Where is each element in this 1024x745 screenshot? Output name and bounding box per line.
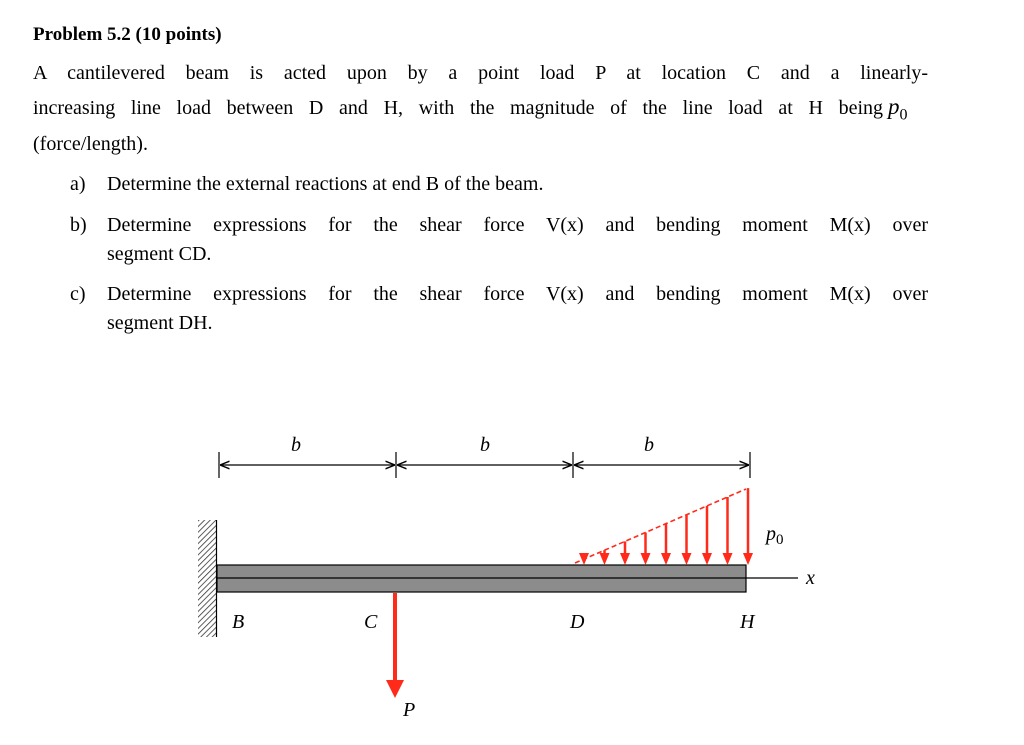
dim-label-bc: b bbox=[291, 434, 301, 456]
point-load-label: P bbox=[403, 699, 416, 721]
line-load-arrowhead bbox=[620, 553, 630, 565]
point-load-arrowhead bbox=[386, 680, 404, 698]
dim-label-cd: b bbox=[480, 434, 490, 456]
intro-line-1: A cantilevered beam is acted upon by a point load P at location C and a linearly- bbox=[33, 62, 928, 84]
line-load-arrowhead bbox=[723, 553, 733, 565]
question-text: Determine expressions for the shear force V(x) and bending moment M(x) over bbox=[107, 214, 928, 236]
intro-line-3: (force/length). bbox=[33, 133, 148, 155]
question-label: c) bbox=[70, 283, 86, 305]
line-load-arrows bbox=[579, 488, 753, 565]
point-label-h: H bbox=[740, 611, 755, 633]
p-subscript: 0 bbox=[776, 532, 784, 548]
line-load-arrowhead bbox=[641, 553, 651, 565]
question-text-2: segment DH. bbox=[107, 312, 213, 334]
point-label-c: C bbox=[364, 611, 378, 633]
intro-line-2-text: increasing line load between D and H, with the magnitude of the line load at H being bbox=[33, 97, 883, 119]
point-label-b: B bbox=[232, 611, 245, 633]
fixed-wall-support bbox=[198, 520, 216, 637]
question-text-2: segment CD. bbox=[107, 243, 212, 265]
line-load-arrowhead bbox=[600, 553, 610, 565]
point-label-d: D bbox=[570, 611, 585, 633]
p-symbol: p bbox=[888, 94, 900, 119]
line-load-arrowhead bbox=[661, 553, 671, 565]
line-load-arrowhead bbox=[579, 553, 589, 565]
p-symbol: p bbox=[766, 523, 776, 545]
line-load-label bbox=[764, 523, 784, 548]
problem-title: Problem 5.2 (10 points) bbox=[33, 24, 222, 45]
question-label: b) bbox=[70, 214, 87, 236]
line-load-arrowhead bbox=[702, 553, 712, 565]
x-axis-label: x bbox=[806, 567, 815, 589]
question-label: a) bbox=[70, 173, 86, 195]
question-text: Determine the external reactions at end B of the beam. bbox=[107, 173, 544, 195]
line-load-envelope bbox=[575, 489, 746, 563]
p-subscript: 0 bbox=[899, 106, 908, 124]
line-load-arrowhead bbox=[682, 553, 692, 565]
dim-label-dh: b bbox=[644, 434, 654, 456]
line-load-arrowhead bbox=[743, 553, 753, 565]
question-text: Determine expressions for the shear force V(x) and bending moment M(x) over bbox=[107, 283, 928, 305]
